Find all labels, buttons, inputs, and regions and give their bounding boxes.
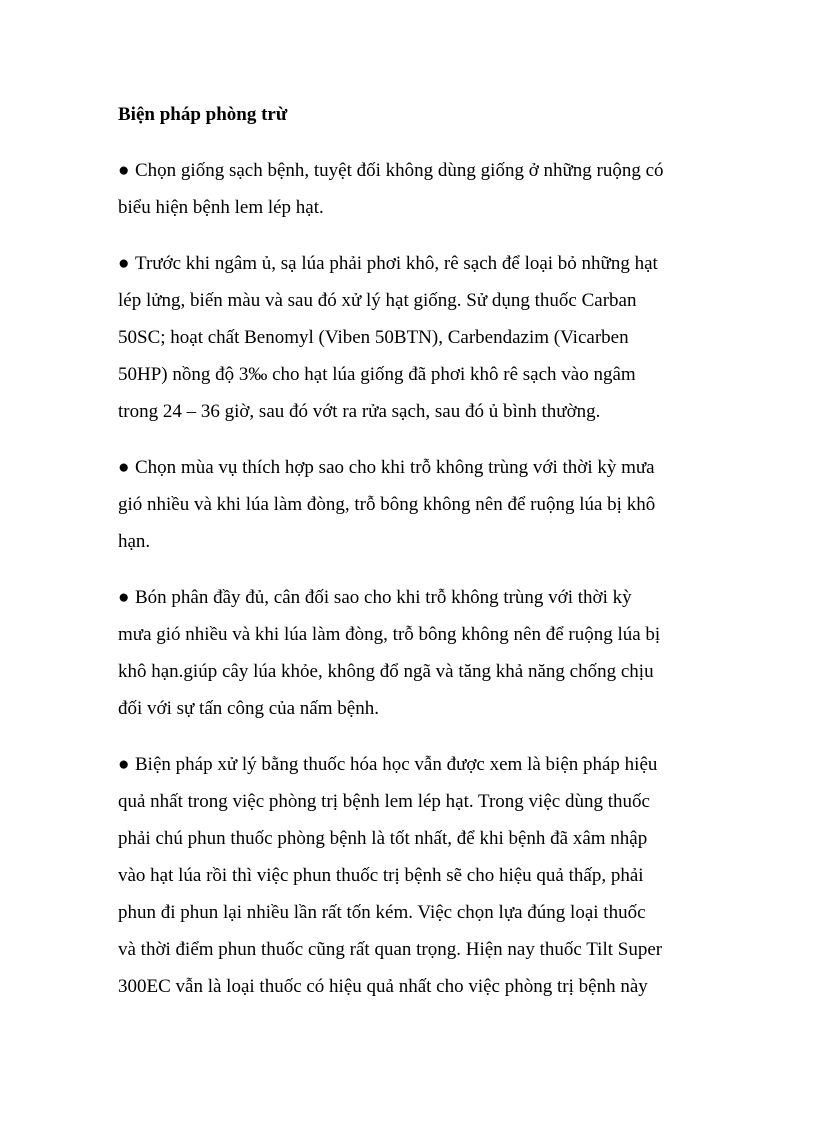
paragraph-chemical-treatment [118,746,700,1005]
paragraph-line: khô hạn.giúp cây lúa khỏe, không đổ ngã và tăng khả năng chống chịu [118,661,654,682]
bullet-icon: ● [118,457,130,478]
paragraph-line: hạn. [118,531,151,552]
bullet-icon: ● [118,160,130,181]
paragraph-line: trong 24 – 36 giờ, sau đó vớt ra rửa sạch, sau đó ủ bình thường. [118,401,601,422]
bullet-icon: ● [118,587,130,608]
document-page [118,96,700,1024]
paragraph-line: quả nhất trong việc phòng trị bệnh lem lép hạt. Trong việc dùng thuốc [118,791,650,812]
paragraph-line: đối với sự tấn công của nấm bệnh. [118,698,379,719]
paragraph-line: ● Chọn giống sạch bệnh, tuyệt đối không dùng giống ở những ruộng có [118,152,700,189]
paragraph-seed-treatment [118,245,700,430]
paragraph-line: ● Trước khi ngâm ủ, sạ lúa phải phơi khô, rê sạch để loại bỏ những hạt [118,245,700,282]
paragraph-line: 50SC; hoạt chất Benomyl (Viben 50BTN), Carbendazim (Vicarben [118,327,629,348]
paragraph-line: phun đi phun lại nhiều lần rất tốn kém. Việc chọn lựa đúng loại thuốc [118,902,646,923]
paragraph-line: ● Biện pháp xử lý bằng thuốc hóa học vẫn được xem là biện pháp hiệu [118,746,700,783]
paragraph-line: phải chú phun thuốc phòng bệnh là tốt nhất, để khi bệnh đã xâm nhập [118,828,648,849]
bullet-icon: ● [118,754,130,775]
section-heading: Biện pháp phòng trừ [118,104,288,125]
paragraph-line: ● Chọn mùa vụ thích hợp sao cho khi trỗ không trùng với thời kỳ mưa [118,449,700,486]
paragraph-season-choice [118,449,700,560]
paragraph-line: ● Bón phân đầy đủ, cân đối sao cho khi trỗ không trùng với thời kỳ [118,579,700,616]
paragraph-line: 300EC vẫn là loại thuốc có hiệu quả nhất cho việc phòng trị bệnh này [118,976,648,997]
paragraph-line: vào hạt lúa rồi thì việc phun thuốc trị bệnh sẽ cho hiệu quả thấp, phải [118,865,644,886]
paragraph-seed-selection [118,152,700,226]
paragraph-line: 50HP) nồng độ 3‰ cho hạt lúa giống đã phơi khô rê sạch vào ngâm [118,364,636,385]
paragraph-line: mưa gió nhiều và khi lúa làm đòng, trỗ bông không nên để ruộng lúa bị [118,624,661,645]
paragraph-fertilizing [118,579,700,727]
bullet-icon: ● [118,253,130,274]
paragraph-line: lép lửng, biến màu và sau đó xử lý hạt giống. Sử dụng thuốc Carban [118,290,637,311]
paragraph-line: và thời điểm phun thuốc cũng rất quan trọng. Hiện nay thuốc Tilt Super [118,939,663,960]
paragraph-line: gió nhiều và khi lúa làm đòng, trỗ bông không nên để ruộng lúa bị khô [118,494,656,515]
paragraph-line: biểu hiện bệnh lem lép hạt. [118,197,324,218]
